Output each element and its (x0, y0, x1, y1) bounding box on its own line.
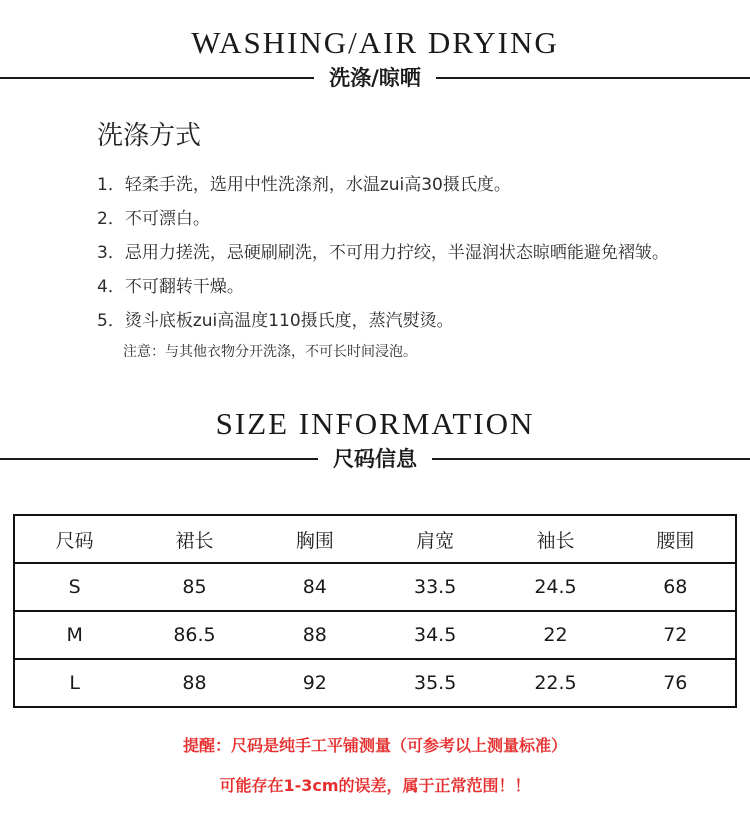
table-row-s (14, 563, 736, 611)
col-header-waist: 腰围 (616, 515, 736, 563)
divider-line-right (436, 77, 750, 79)
table-cell: 22 (495, 611, 615, 659)
table-cell: 68 (616, 563, 736, 611)
divider-line-left (0, 77, 314, 79)
washing-steps-list (97, 173, 750, 333)
table-cell: 86.5 (134, 611, 254, 659)
table-header-row (14, 515, 736, 563)
table-cell: 88 (182, 672, 207, 694)
washing-method-heading: 洗涤方式 (97, 121, 202, 151)
size-section-subtitle-row (0, 446, 750, 472)
col-header-size: 尺码 (14, 515, 134, 563)
table-cell: 76 (663, 672, 688, 694)
col-header-shoulder-width: 肩宽 (375, 515, 495, 563)
table-cell: 72 (616, 611, 736, 659)
col-header-sleeve-length: 袖长 (495, 515, 615, 563)
size-reminder-line1: 提醒：尺码是纯手工平铺测量（可参考以上测量标准） (182, 736, 567, 755)
divider-line-left (0, 458, 318, 460)
table-row-m (14, 611, 736, 659)
table-cell: 22.5 (534, 672, 577, 694)
table-cell: S (14, 563, 134, 611)
size-table (13, 514, 737, 708)
table-cell: L (69, 672, 80, 694)
table-cell: 33.5 (375, 563, 495, 611)
washing-step-5: 5．烫斗底板zui高温度110摄氏度，蒸汽熨烫。 (97, 311, 454, 331)
washing-step-2: 2．不可漂白。 (97, 209, 210, 229)
size-section-title-en: SIZE INFORMATION (215, 406, 535, 441)
washing-section-subtitle-row (0, 65, 750, 91)
divider-line-right (432, 458, 750, 460)
washing-step-3: 3．忌用力搓洗，忌硬刷刷洗，不可用力拧绞，半湿润状态晾晒能避免褶皱。 (97, 243, 669, 263)
table-cell: 85 (134, 563, 254, 611)
washing-section-title-cn: 洗涤/晾晒 (329, 66, 421, 90)
table-cell: 34.5 (375, 611, 495, 659)
washing-note: 注意：与其他衣物分开洗涤，不可长时间浸泡。 (123, 344, 417, 360)
table-cell: 24.5 (495, 563, 615, 611)
table-cell: 88 (255, 611, 375, 659)
col-header-skirt-length: 裙长 (134, 515, 254, 563)
table-cell: 84 (255, 563, 375, 611)
col-header-bust: 胸围 (255, 515, 375, 563)
size-table-header (14, 515, 736, 563)
size-reminder-line2: 可能存在1-3cm的误差，属于正常范围！！ (219, 776, 531, 795)
table-cell: 35.5 (413, 672, 457, 694)
washing-step-1: 1．轻柔手洗，选用中性洗涤剂，水温zui高30摄氏度。 (97, 175, 511, 195)
size-section-title-cn: 尺码信息 (333, 447, 417, 471)
washing-section-title-en: WASHING/AIR DRYING (191, 25, 559, 60)
table-row-l (14, 659, 736, 707)
washing-step-4: 4．不可翻转干燥。 (97, 277, 244, 297)
table-cell: M (14, 611, 134, 659)
table-cell: 92 (302, 672, 327, 694)
